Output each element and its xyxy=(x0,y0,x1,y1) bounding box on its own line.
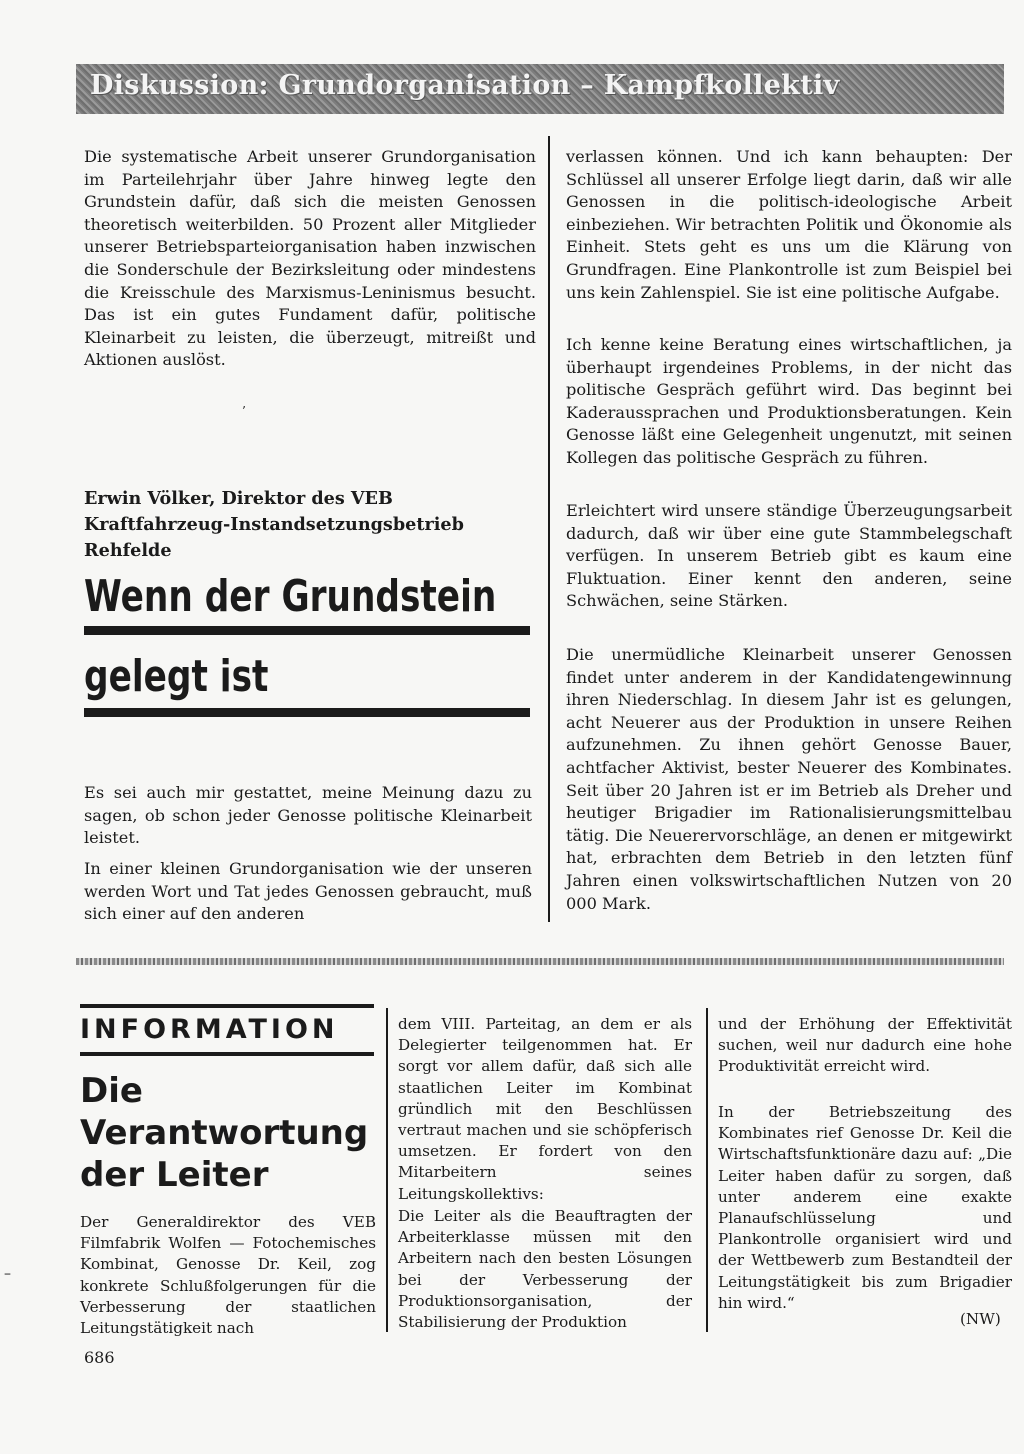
right-paragraph-4: Die unermüdliche Kleinarbeit unserer Genossen findet unter anderem in der Kandidatengewinnung ihren Niederschlag. In diesem Jahr ist es gelungen, acht Neuerer aus der Produktion in unsere Reihen aufzunehmen. Zu ihnen gehört Genosse Bauer, achtfacher Aktivist, bester Neuerer des Kombinates. Seit über 20 Jahren ist er im Betrieb als Dreher und heutiger Brigadier im Rationalisierungsmittelbau tätig. Die Neuerervorschläge, an denen er mitgewirkt hat, erbrachten dem Betrieb in den letzten fünf Jahren einen volkswirtschaftlichen Nutzen von 20 000 Mark. xyxy=(566,645,1012,913)
intro-paragraph: Die systematische Arbeit unserer Grundorganisation im Parteilehrjahr über Jahre hinweg legte den Grundstein dafür, daß sich die meisten Genossen theoretisch weiterbilden. 50 Prozent aller Mitglieder unserer Betriebsparteiorganisation haben inzwischen die Sonderschule der Bezirksleitung oder mindestens die Kreisschule des Marxismus-Leninismus besucht. Das ist ein gutes Fundament dafür, politische Kleinarbeit zu leisten, die überzeugt, mitreißt und Aktionen auslöst. xyxy=(84,147,536,370)
info-signature: (NW) xyxy=(960,1310,1001,1328)
section-separator xyxy=(76,958,1004,965)
section-banner xyxy=(76,64,1004,114)
info-column-divider-1 xyxy=(386,1008,388,1332)
article-author: Erwin Völker, Direktor des VEB Kraftfahrzeug-Instandsetzungsbetrieb Rehfelde xyxy=(84,488,464,561)
info-col2-paragraph-1: dem VIII. Parteitag, an dem er als Delegierter teilgenommen hat. Er sorgt vor allem dafür, daß sich alle staatlichen Leiter im Kombinat gründlich mit den Beschlüssen vertraut machen und sie schöpferisch umsetzen. Er fordert von den Mitarbeitern seines Leitungskollektivs: xyxy=(398,1015,692,1203)
info-headline-line3: der Leiter xyxy=(80,1155,269,1195)
left-paragraph-2: In einer kleinen Grundorganisation wie der unseren werden Wort und Tat jedes Genossen gebraucht, muß sich einer auf den anderen xyxy=(84,859,532,924)
stray-mark: ’ xyxy=(242,404,246,418)
article-headline-line2: gelegt ist xyxy=(84,651,269,702)
headline-rule-2 xyxy=(84,708,530,717)
info-rule-bottom xyxy=(80,1052,374,1056)
info-headline xyxy=(80,1070,380,1196)
info-col1-paragraph: Der Generaldirektor des VEB Filmfabrik Wolfen — Fotochemisches Kombinat, Genosse Dr. Keil, zog konkrete Schlußfolgerungen für die Verbesserung der staatlichen Leitungstätigkeit nach xyxy=(80,1213,376,1338)
right-paragraph-1: verlassen können. Und ich kann behaupten: Der Schlüssel all unserer Erfolge liegt darin, daß wir alle Genossen in die politisch-ideologische Arbeit einbeziehen. Wir betrachten Politik und Ökonomie als Einheit. Stets geht es uns um die Klärung von Grundfragen. Eine Plankontrolle ist zum Beispiel bei uns kein Zahlenspiel. Sie ist eine politische Aufgabe. xyxy=(566,147,1012,302)
info-column-divider-2 xyxy=(706,1008,708,1332)
left-paragraph-1: Es sei auch mir gestattet, meine Meinung dazu zu sagen, ob schon jeder Genosse politische Kleinarbeit leistet. xyxy=(84,783,532,848)
info-col3-paragraph-2: In der Betriebszeitung des Kombinates rief Genosse Dr. Keil die Wirtschaftsfunktionäre dazu auf: „Die Leiter haben dafür zu sorgen, daß unter anderem eine exakte Planaufschlüsselung und Plankontrolle organisiert wird und der Wettbewerb zum Bestandteil der Leitungstätigkeit bis zum Brigadier hin wird.“ xyxy=(718,1103,1012,1312)
banner-title: Diskussion: Grundorganisation – Kampfkollektiv xyxy=(90,70,840,101)
right-paragraph-2: Ich kenne keine Beratung eines wirtschaftlichen, ja überhaupt irgendeines Problems, in der nicht das politische Gespräch geführt wird. Das beginnt bei Kaderaussprachen und Produktionsberatungen. Kein Genosse läßt eine Gelegenheit ungenutzt, mit seinen Kollegen das politische Gespräch zu führen. xyxy=(566,335,1012,467)
info-headline-line2: Verantwortung xyxy=(80,1113,369,1153)
info-rule-top xyxy=(80,1004,374,1008)
right-paragraph-3: Erleichtert wird unsere ständige Überzeugungsarbeit dadurch, daß wir über eine gute Stammbelegschaft verfügen. In unserem Betrieb gibt es kaum eine Fluktuation. Einer kennt den anderen, seine Schwächen, seine Stärken. xyxy=(566,501,1012,611)
info-col2-paragraph-2: Die Leiter als die Beauftragten der Arbeiterklasse müssen mit den Arbeitern nach den besten Lösungen bei der Verbesserung der Produktionsorganisation, der Stabilisierung der Produktion xyxy=(398,1207,692,1332)
margin-mark: – xyxy=(4,1266,11,1282)
page-number: 686 xyxy=(84,1348,115,1367)
info-headline-line1: Die xyxy=(80,1071,143,1111)
info-label: INFORMATION xyxy=(80,1014,339,1045)
article-headline-line1: Wenn der Grundstein xyxy=(84,571,497,622)
info-col3-paragraph-1: und der Erhöhung der Effektivität suchen, weil nur dadurch eine hohe Produktivität erreicht wird. xyxy=(718,1015,1012,1076)
column-divider xyxy=(548,136,550,922)
headline-rule-1 xyxy=(84,626,530,635)
